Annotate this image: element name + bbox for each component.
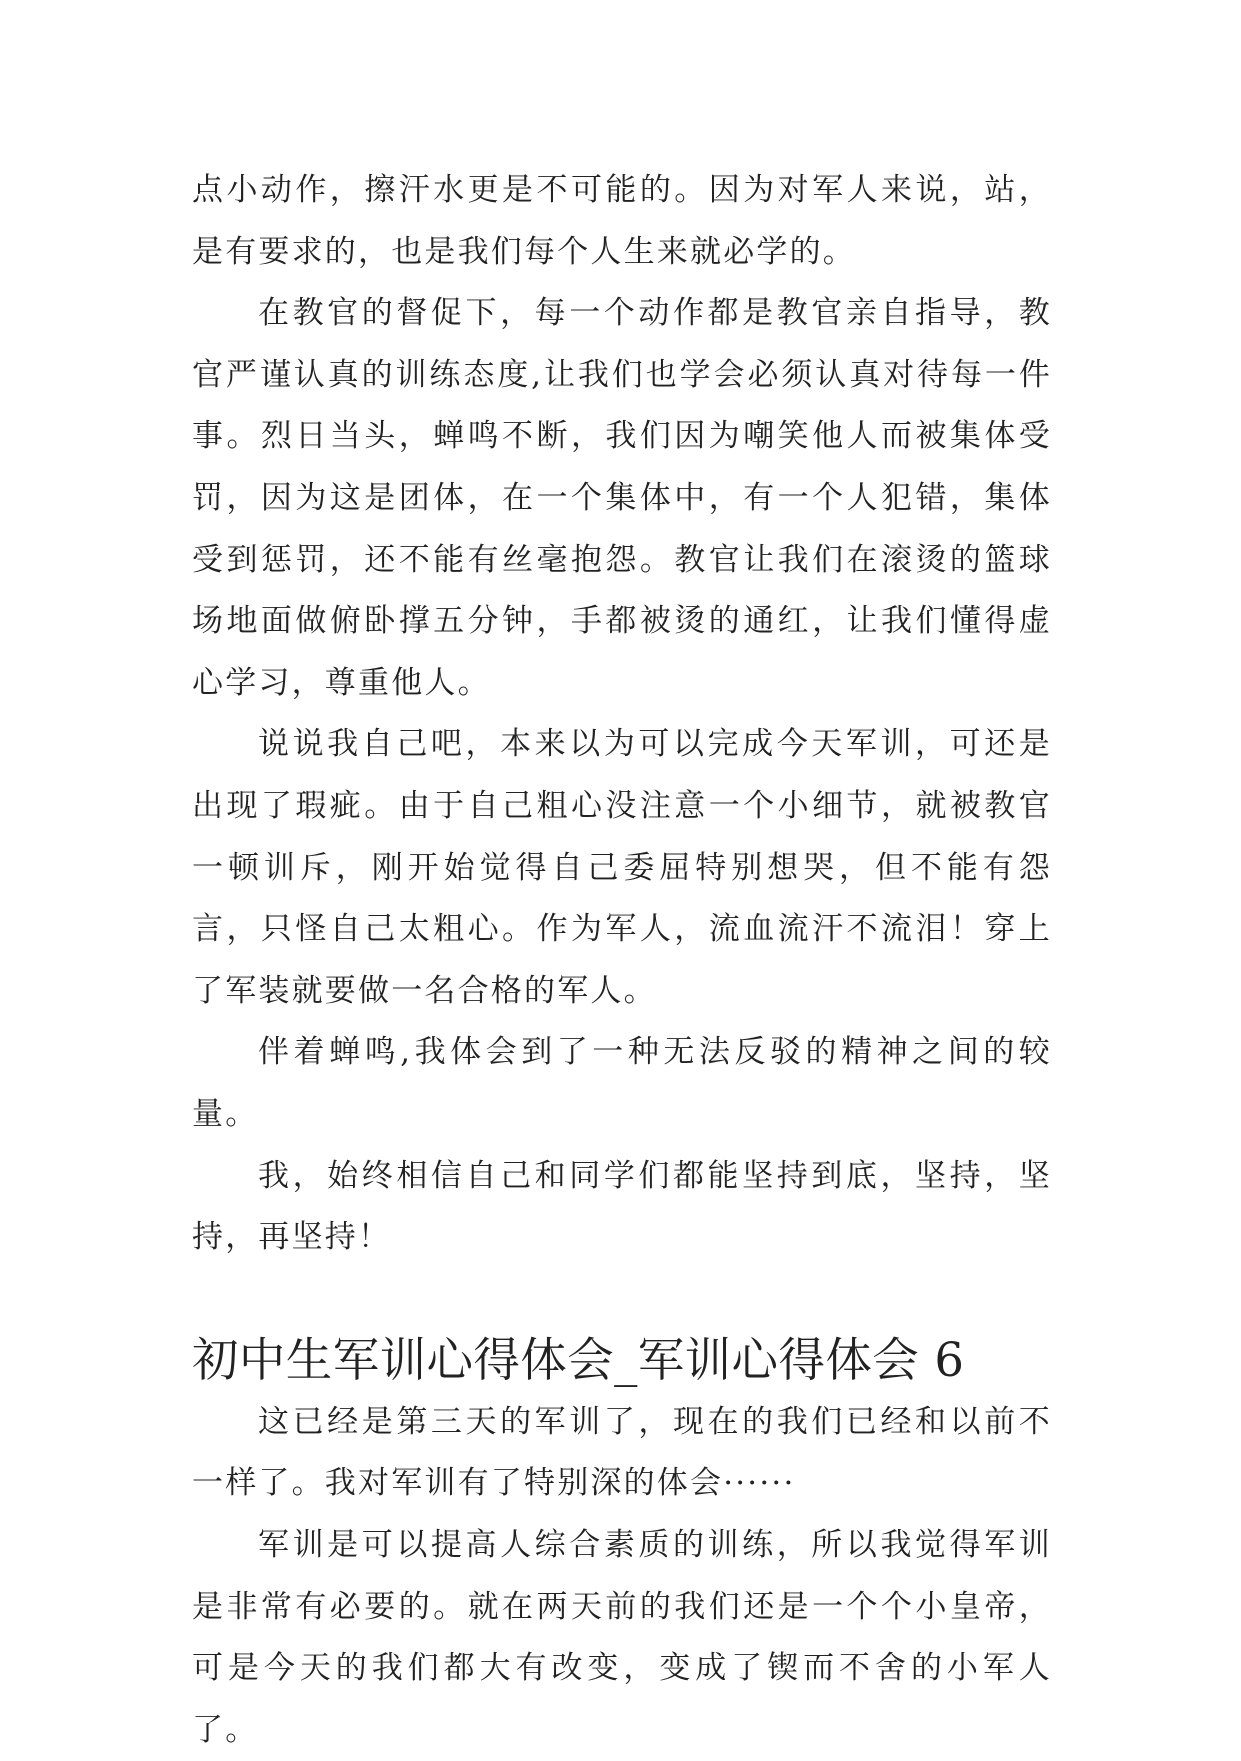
paragraph: 这已经是第三天的军训了，现在的我们已经和以前不一样了。我对军训有了特别深的体会······	[192, 1403, 1052, 1502]
paragraph: 说说我自己吧，本来以为可以完成今天军训，可还是出现了瑕疵。由于自己粗心没注意一个小细节，就被教官一顿训斥，刚开始觉得自己委屈特别想哭，但不能有怨言，只怪自己太粗心。作为军人，流血流汗不流泪！穿上了军装就要做一名合格的军人。	[192, 726, 1052, 1009]
paragraph: 在教官的督促下，每一个动作都是教官亲自指导，教官严谨认真的训练态度,让我们也学会必须认真对待每一件事。烈日当头，蝉鸣不断，我们因为嘲笑他人而被集体受罚，因为这是团体，在一个集体中，有一个人犯错，集体受到惩罚，还不能有丝毫抱怨。教官让我们在滚烫的篮球场地面做俯卧撑五分钟，手都被烫的通红，让我们懂得虚心学习，尊重他人。	[192, 295, 1052, 701]
document-body	[192, 160, 1052, 1761]
paragraph: 伴着蝉鸣,我体会到了一种无法反驳的精神之间的较量。	[192, 1034, 1052, 1132]
paragraph: 军训是可以提高人综合素质的训练，所以我觉得军训是非常有必要的。就在两天前的我们还是一个个小皇帝，可是今天的我们都大有改变，变成了锲而不舍的小军人了。	[192, 1527, 1052, 1748]
section-heading: 初中生军训心得体会_军训心得体会 6	[192, 1333, 965, 1388]
paragraph: 点小动作，擦汗水更是不可能的。因为对军人来说，站，是有要求的，也是我们每个人生来就必学的。	[192, 172, 1052, 270]
paragraph: 我，始终相信自己和同学们都能坚持到底，坚持，坚持，再坚持！	[192, 1157, 1052, 1256]
